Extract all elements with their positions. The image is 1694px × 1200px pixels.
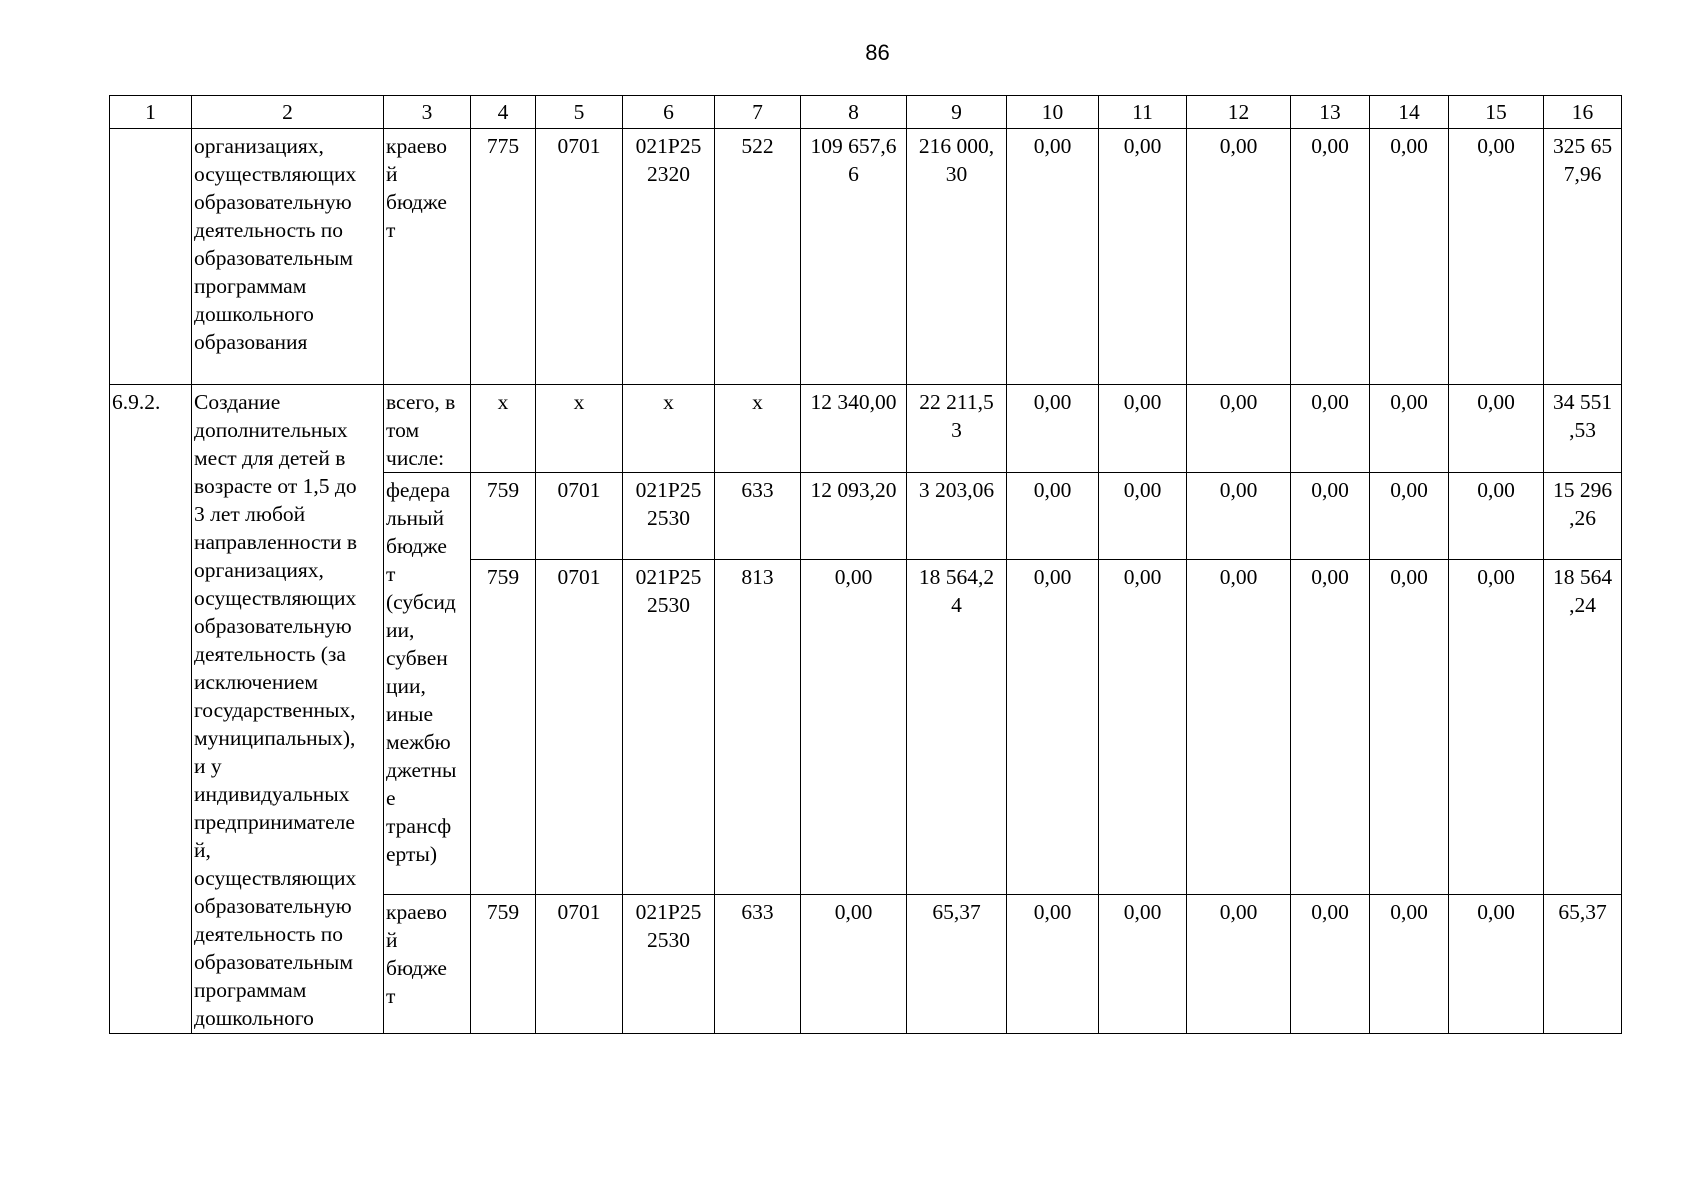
value-cell: 0,00 — [1370, 473, 1449, 560]
item-number-cell: 6.9.2. — [110, 385, 192, 1034]
value-cell: 0,00 — [1449, 473, 1544, 560]
value-cell: 0,00 — [1291, 129, 1370, 385]
value-cell: 18 564 ,24 — [1544, 560, 1622, 895]
table-row — [110, 385, 1622, 473]
column-header: 2 — [192, 96, 384, 129]
value-cell: 22 211,5 3 — [907, 385, 1007, 473]
value-cell: 021P25 2530 — [623, 473, 715, 560]
value-cell: 0,00 — [1370, 129, 1449, 385]
value-cell: 0,00 — [1007, 895, 1099, 1034]
value-cell: 0,00 — [1099, 385, 1187, 473]
column-header: 16 — [1544, 96, 1622, 129]
value-cell: 0,00 — [1099, 560, 1187, 895]
budget-table — [109, 95, 1622, 1034]
value-cell: 633 — [715, 473, 801, 560]
value-cell: 522 — [715, 129, 801, 385]
item-name-cell: организациях, осуществляющих образовательную деятельность по образовательным программам дошкольного образования — [192, 129, 384, 385]
value-cell: 813 — [715, 560, 801, 895]
column-header: 3 — [384, 96, 471, 129]
value-cell: 0701 — [536, 895, 623, 1034]
value-cell: 0,00 — [1007, 385, 1099, 473]
value-cell: х — [715, 385, 801, 473]
page-number: 86 — [865, 40, 890, 65]
value-cell: х — [536, 385, 623, 473]
column-header: 15 — [1449, 96, 1544, 129]
column-header: 5 — [536, 96, 623, 129]
value-cell: 0701 — [536, 560, 623, 895]
value-cell: 0,00 — [1007, 560, 1099, 895]
value-cell: 12 340,00 — [801, 385, 907, 473]
value-cell: 65,37 — [1544, 895, 1622, 1034]
value-cell: 34 551 ,53 — [1544, 385, 1622, 473]
value-cell: 3 203,06 — [907, 473, 1007, 560]
funding-source-cell: краево й бюдже т — [384, 895, 471, 1034]
column-header: 10 — [1007, 96, 1099, 129]
column-header: 6 — [623, 96, 715, 129]
value-cell: 0,00 — [801, 895, 907, 1034]
value-cell: 0,00 — [1291, 560, 1370, 895]
value-cell: 0,00 — [1291, 895, 1370, 1034]
value-cell: 65,37 — [907, 895, 1007, 1034]
value-cell: 0,00 — [1291, 473, 1370, 560]
value-cell: 759 — [471, 895, 536, 1034]
value-cell: 0,00 — [1099, 129, 1187, 385]
column-header: 9 — [907, 96, 1007, 129]
value-cell: 0,00 — [1187, 473, 1291, 560]
value-cell: х — [471, 385, 536, 473]
column-header: 7 — [715, 96, 801, 129]
value-cell: 0701 — [536, 473, 623, 560]
value-cell: 0,00 — [1449, 129, 1544, 385]
column-header: 4 — [471, 96, 536, 129]
column-header: 13 — [1291, 96, 1370, 129]
value-cell: 759 — [471, 473, 536, 560]
value-cell: 021P25 2320 — [623, 129, 715, 385]
column-header: 12 — [1187, 96, 1291, 129]
value-cell: 109 657,6 6 — [801, 129, 907, 385]
value-cell: 0,00 — [1370, 895, 1449, 1034]
column-header: 11 — [1099, 96, 1187, 129]
value-cell: 0,00 — [801, 560, 907, 895]
header-row — [110, 96, 1622, 129]
value-cell: 0,00 — [1370, 560, 1449, 895]
value-cell: 633 — [715, 895, 801, 1034]
value-cell: 0,00 — [1099, 473, 1187, 560]
item-name-cell: Создание дополнительных мест для детей в возрасте от 1,5 до 3 лет любой направленности в организациях, осуществляющих образовательную деятельность (за исключением государственных, муниципальных), и у индивидуальных предпринимателе й, осуществляющих образовательную деятельность по образовательным программам дошкольного — [192, 385, 384, 1034]
value-cell: 216 000, 30 — [907, 129, 1007, 385]
value-cell: 021P25 2530 — [623, 895, 715, 1034]
column-header: 1 — [110, 96, 192, 129]
value-cell: 775 — [471, 129, 536, 385]
value-cell: 0,00 — [1291, 385, 1370, 473]
value-cell: 325 65 7,96 — [1544, 129, 1622, 385]
value-cell: 0,00 — [1187, 385, 1291, 473]
value-cell: 0701 — [536, 129, 623, 385]
value-cell: 18 564,2 4 — [907, 560, 1007, 895]
item-number-cell — [110, 129, 192, 385]
value-cell: 0,00 — [1187, 560, 1291, 895]
column-header: 14 — [1370, 96, 1449, 129]
funding-source-cell: федера льный бюдже т (субсид ии, субвен ции, иные межбю джетны е трансф ерты) — [384, 473, 471, 895]
value-cell: 0,00 — [1007, 129, 1099, 385]
value-cell: 0,00 — [1449, 385, 1544, 473]
value-cell: 0,00 — [1007, 473, 1099, 560]
value-cell: 0,00 — [1187, 895, 1291, 1034]
value-cell: 15 296 ,26 — [1544, 473, 1622, 560]
value-cell: 0,00 — [1449, 895, 1544, 1034]
value-cell: 021P25 2530 — [623, 560, 715, 895]
value-cell: 12 093,20 — [801, 473, 907, 560]
column-header: 8 — [801, 96, 907, 129]
value-cell: 0,00 — [1099, 895, 1187, 1034]
value-cell: х — [623, 385, 715, 473]
value-cell: 759 — [471, 560, 536, 895]
value-cell: 0,00 — [1449, 560, 1544, 895]
value-cell: 0,00 — [1187, 129, 1291, 385]
funding-source-cell: краево й бюдже т — [384, 129, 471, 385]
value-cell: 0,00 — [1370, 385, 1449, 473]
funding-source-cell: всего, в том числе: — [384, 385, 471, 473]
table-row — [110, 129, 1622, 385]
